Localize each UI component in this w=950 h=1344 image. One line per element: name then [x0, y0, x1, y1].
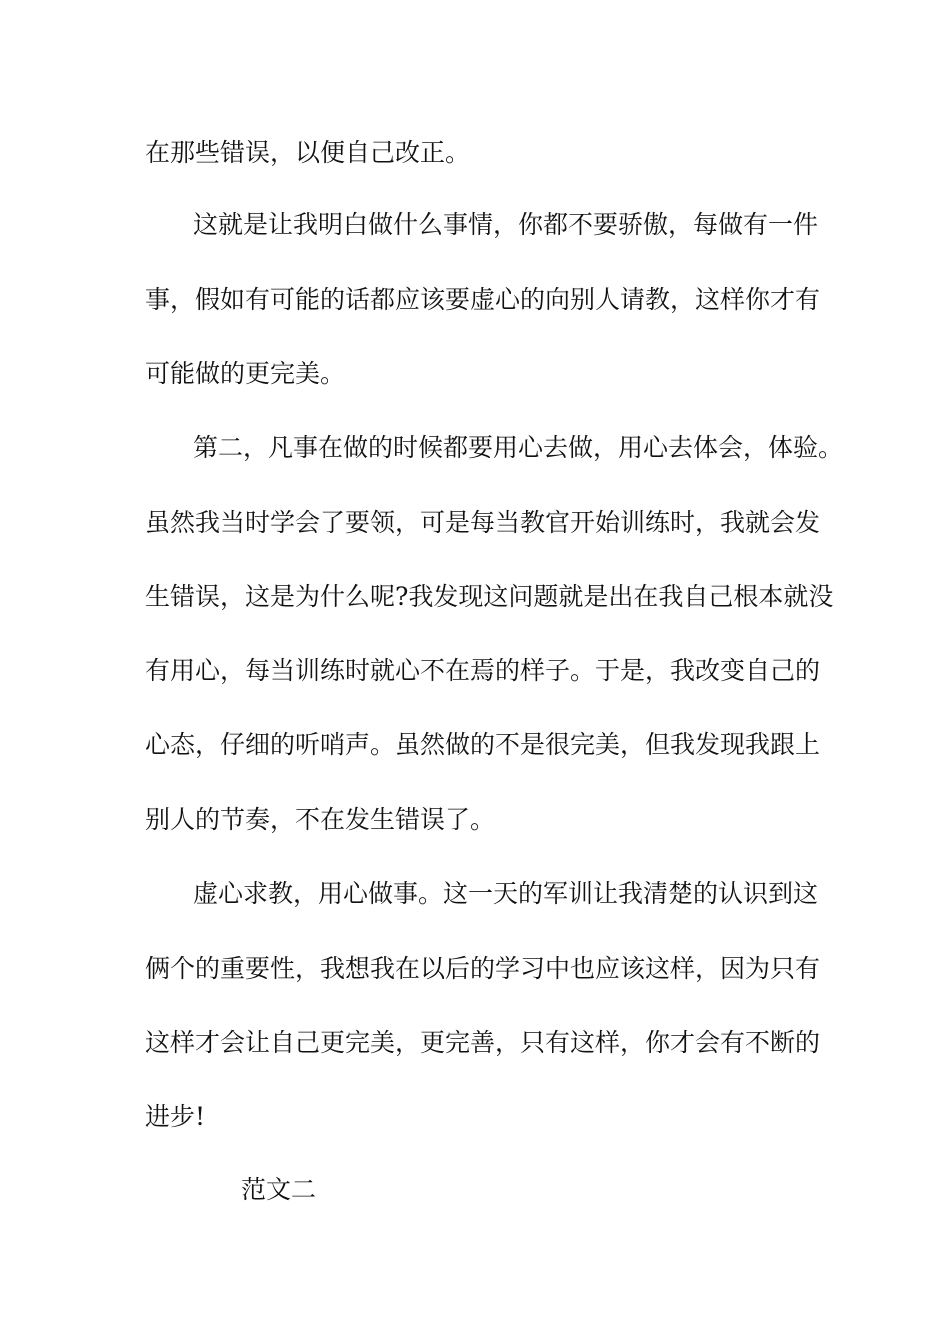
text-line: 进步!	[145, 1102, 206, 1131]
text-line: 在那些错误，以便自己改正。	[145, 138, 471, 167]
paragraph-start-line: 这就是让我明白做什么事情，你都不要骄傲，每做有一件	[193, 210, 819, 239]
text-line: 虽然我当时学会了要领，可是每当教官开始训练时，我就会发	[145, 508, 821, 537]
text-line: 生错误，这是为什么呢?我发现这问题就是出在我自己根本就没	[145, 582, 834, 611]
section-heading: 范文二	[241, 1175, 317, 1204]
text-line: 这样才会让自己更完美，更完善，只有这样，你才会有不断的	[145, 1028, 821, 1057]
text-line: 心态，仔细的听哨声。虽然做的不是很完美，但我发现我跟上	[145, 730, 821, 759]
text-line: 有用心，每当训练时就心不在焉的样子。于是，我改变自己的	[145, 656, 821, 685]
text-line: 事，假如有可能的话都应该要虚心的向别人请教，这样你才有	[145, 285, 821, 314]
paragraph-start-line: 第二，凡事在做的时候都要用心去做，用心去体会，体验。	[193, 433, 844, 462]
paragraph-start-line: 虚心求教，用心做事。这一天的军训让我清楚的认识到这	[193, 879, 819, 908]
text-line: 别人的节奏，不在发生错误了。	[145, 805, 496, 834]
text-line: 可能做的更完美。	[145, 359, 346, 388]
text-line: 俩个的重要性，我想我在以后的学习中也应该这样，因为只有	[145, 954, 821, 983]
